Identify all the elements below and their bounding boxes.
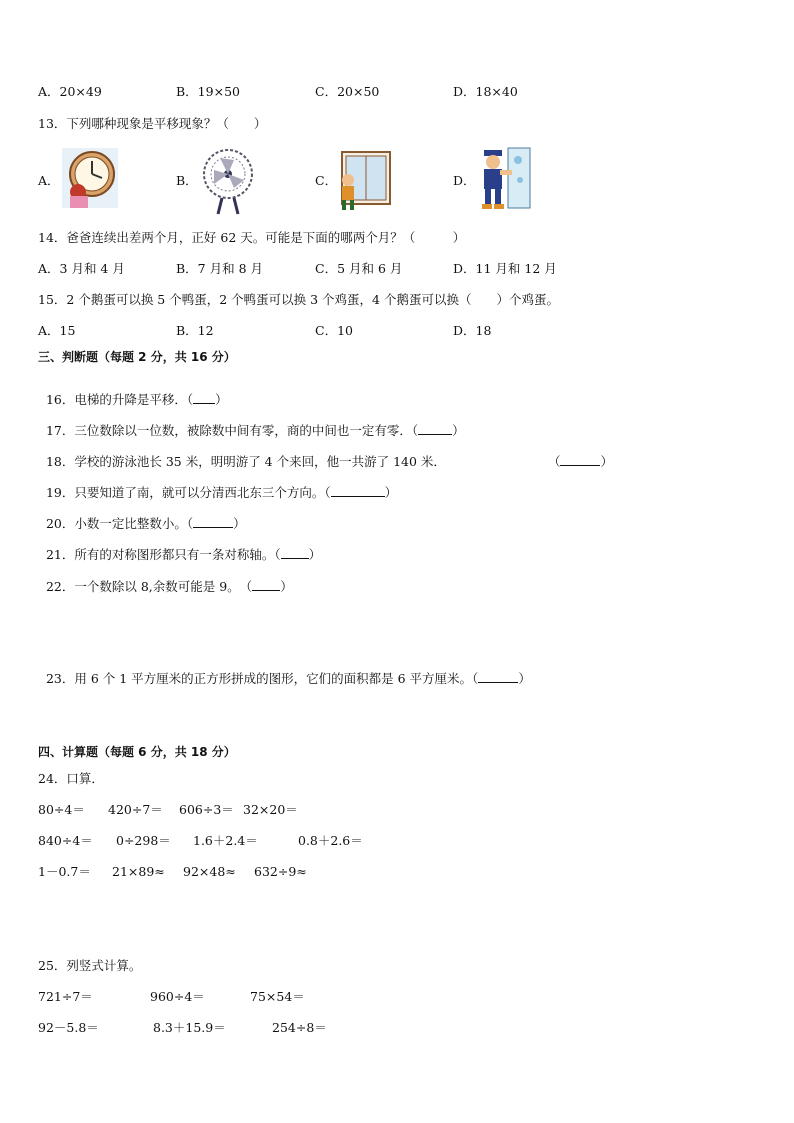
q24-expression: 420÷7＝ [108, 802, 163, 817]
q14-stem: 14．爸爸连续出差两个月，正好 62 天。可能是下面的哪两个月？（ ） [38, 230, 466, 245]
q24-expression: 1.6＋2.4＝ [193, 833, 258, 848]
answer-blank[interactable] [418, 423, 452, 435]
q13-label-d: D． [453, 173, 476, 188]
answer-blank[interactable] [281, 547, 309, 559]
q24-expression: 92×48≈ [183, 864, 236, 879]
q13-stem: 13．下列哪种现象是平移现象？（ ） [38, 116, 267, 131]
q17-statement: 17．三位数除以一位数，被除数中间有零，商的中间也一定有零．（ ） [45, 423, 465, 438]
q21-statement: 21．所有的对称图形都只有一条对称轴。（ ） [45, 547, 322, 562]
q25-expression: 75×54＝ [250, 989, 305, 1004]
q14-option-d: D．11 月和 12 月 [453, 261, 557, 276]
q15-option-b: B．12 [176, 323, 214, 338]
q24-expression: 1－0.7＝ [38, 864, 91, 879]
q12-option-d: D．18×40 [453, 84, 518, 99]
answer-blank[interactable] [331, 485, 385, 497]
q25-expression: 254÷8＝ [272, 1020, 327, 1035]
q24-expression: 632÷9≈ [254, 864, 307, 879]
q24-expression: 0.8＋2.6＝ [298, 833, 363, 848]
section4-heading: 四、计算题（每题 6 分，共 18 分） [38, 745, 236, 759]
q13-label-b: B． [176, 173, 198, 188]
q13-label-c: C． [315, 173, 338, 188]
wiping-glass-icon [476, 146, 532, 210]
q25-expression: 960÷4＝ [150, 989, 205, 1004]
q24-expression: 80÷4＝ [38, 802, 85, 817]
q24-expression: 0÷298＝ [116, 833, 171, 848]
q15-option-d: D．18 [453, 323, 492, 338]
q20-statement: 20．小数一定比整数小。（ ） [45, 516, 246, 531]
q16-statement: 16．电梯的升降是平移．（ ） [45, 392, 228, 407]
q13-label-a: A． [38, 173, 60, 188]
q25-title: 25．列竖式计算。 [38, 958, 142, 973]
q22-statement: 22．一个数除以 8,余数可能是 9。 （ ） [45, 579, 293, 594]
q25-expression: 92－5.8＝ [38, 1020, 99, 1035]
q24-expression: 606÷3＝ [179, 802, 234, 817]
q18-statement: 18．学校的游泳池长 35 米，明明游了 4 个来回，他一共游了 140 米． [45, 454, 446, 469]
q24-expression: 32×20＝ [243, 802, 298, 817]
section3-heading: 三、判断题（每题 2 分，共 16 分） [38, 350, 236, 364]
answer-blank[interactable] [478, 671, 518, 683]
answer-blank[interactable] [193, 392, 215, 404]
q15-stem: 15．2 个鹅蛋可以换 5 个鸭蛋，2 个鸭蛋可以换 3 个鸡蛋，4 个鹅蛋可以换（ ）个鸡蛋。 [38, 292, 559, 307]
q12-option-b: B．19×50 [176, 84, 240, 99]
q12-option-a: A．20×49 [38, 84, 102, 99]
answer-blank[interactable] [193, 516, 233, 528]
fan-blades-icon [200, 142, 256, 218]
q14-option-a: A．3 月和 4 月 [38, 261, 125, 276]
q12-option-c: C．20×50 [315, 84, 380, 99]
q25-expression: 8.3＋15.9＝ [153, 1020, 226, 1035]
q18-answer: （ ） [547, 454, 613, 469]
q15-option-a: A．15 [38, 323, 76, 338]
q14-option-c: C．5 月和 6 月 [315, 261, 403, 276]
q25-expression: 721÷7＝ [38, 989, 93, 1004]
clock-hands-icon [62, 148, 118, 208]
q14-option-b: B．7 月和 8 月 [176, 261, 264, 276]
q24-expression: 840÷4＝ [38, 833, 93, 848]
q24-expression: 21×89≈ [112, 864, 165, 879]
q15-option-c: C．10 [315, 323, 353, 338]
q23-statement: 23．用 6 个 1 平方厘米的正方形拼成的图形，它们的面积都是 6 平方厘米。（ ） [45, 671, 531, 686]
sliding-window-icon [336, 150, 392, 210]
q19-statement: 19．只要知道了南，就可以分清西北东三个方向。（ ） [45, 485, 398, 500]
answer-blank[interactable] [560, 454, 600, 466]
answer-blank[interactable] [252, 579, 280, 591]
q24-title: 24．口算． [38, 771, 104, 786]
